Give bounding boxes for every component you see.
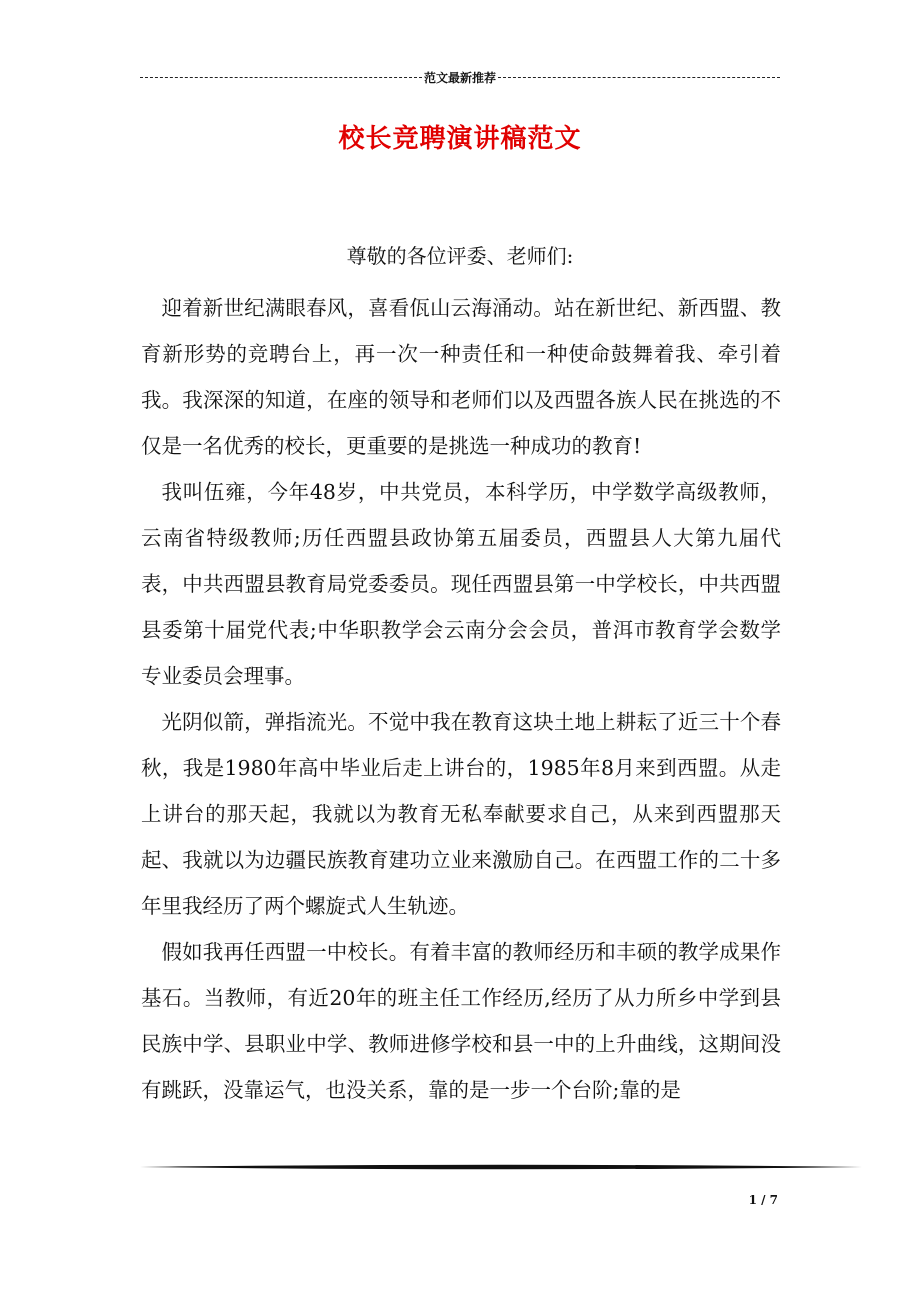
salutation: 尊敬的各位评委、老师们:	[346, 244, 574, 268]
paragraph: 迎着新世纪满眼春风，喜看佤山云海涌动。站在新世纪、新西盟、教育新形势的竞聘台上，再一次一种责任和一种使命鼓舞着我、牵引着我。我深深的知道，在座的领导和老师们以及西盟各族人民在挑选的不仅是一名优秀的校长，更重要的是挑选一种成功的教育!	[141, 296, 781, 458]
page-header	[140, 68, 780, 86]
footer-rule	[140, 1163, 862, 1171]
document-title: 校长竞聘演讲稿范文	[338, 124, 582, 154]
paragraph: 光阴似箭，弹指流光。不觉中我在教育这块土地上耕耘了近三十个春秋，我是1980年高中毕业后走上讲台的，1985年8月来到西盟。从走上讲台的那天起，我就以为教育无私奉献要求自己，从来到西盟那天起、我就以为边疆民族教育建功立业来激励自己。在西盟工作的二十多年里我经历了两个螺旋式人生轨迹。	[141, 710, 781, 918]
header-dash-left	[140, 77, 422, 78]
header-dash-right	[498, 77, 780, 78]
page-number: 1 / 7	[748, 1193, 778, 1207]
document-body	[141, 285, 781, 1113]
paragraph: 假如我再任西盟一中校长。有着丰富的教师经历和丰硕的教学成果作基石。当教师，有近20年的班主任工作经历,经历了从力所乡中学到县民族中学、县职业中学、教师进修学校和县一中的上升曲线，这期间没有跳跃，没靠运气，也没关系，靠的是一步一个台阶;靠的是	[141, 940, 781, 1102]
paragraph: 我叫伍雍，今年48岁，中共党员，本科学历，中学数学高级教师，云南省特级教师;历任西盟县政协第五届委员，西盟县人大第九届代表，中共西盟县教育局党委委员。现任西盟县第一中学校长，中共西盟县委第十届党代表;中华职教学会云南分会会员，普洱市教育学会数学专业委员会理事。	[141, 480, 781, 688]
header-label: 范文最新推荐	[424, 70, 497, 85]
